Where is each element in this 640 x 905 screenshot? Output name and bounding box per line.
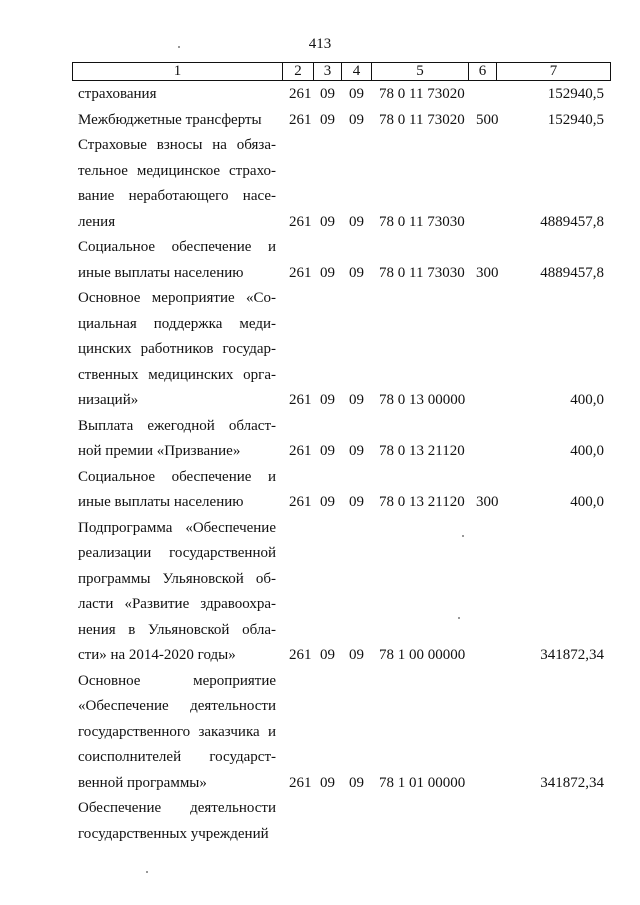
column-header-row — [73, 63, 611, 81]
description-line: цинских работников государ- — [78, 341, 276, 357]
amount: 152940,5 — [547, 111, 604, 128]
admin-code: 261 — [289, 264, 312, 281]
row-values — [0, 643, 640, 669]
row-values — [0, 261, 640, 287]
section-code: 09 — [320, 443, 335, 459]
amount: 4889457,8 — [540, 213, 604, 230]
description-line: Социальное обеспечение и — [78, 239, 276, 255]
expense-type: 500 — [476, 111, 499, 128]
target-article: 78 0 11 73030 — [379, 264, 465, 281]
admin-code: 261 — [289, 86, 312, 102]
subsection-code: 09 — [349, 494, 364, 510]
target-article: 78 1 01 00000 — [379, 774, 466, 791]
row-values — [0, 822, 640, 848]
description-line: ственных медицинских орга- — [78, 366, 276, 383]
description-line: Обеспечение деятельности — [78, 800, 276, 816]
column-header-7: 7 — [497, 63, 611, 81]
table-row — [0, 465, 640, 516]
description-line: Социальное обеспечение и — [78, 468, 276, 485]
description-line: Основное мероприятие — [78, 672, 276, 689]
description-line: Межбюджетные трансферты — [78, 111, 262, 128]
target-article: 78 0 13 00000 — [379, 392, 466, 408]
description-line: государственных учреждений — [78, 825, 269, 842]
target-article: 78 0 11 73030 — [379, 213, 465, 230]
target-article: 78 0 11 73020 — [379, 111, 465, 128]
subsection-code: 09 — [349, 774, 364, 791]
subsection-code: 09 — [349, 264, 364, 281]
table-row — [0, 286, 640, 414]
table-row — [0, 796, 640, 847]
table-row — [0, 414, 640, 465]
target-article: 78 0 13 21120 — [379, 443, 465, 459]
description-line: страхования — [78, 86, 157, 102]
amount: 400,0 — [570, 392, 604, 408]
column-header-3: 3 — [314, 63, 342, 81]
column-header-1: 1 — [73, 63, 283, 81]
amount: 4889457,8 — [540, 264, 604, 281]
admin-code: 261 — [289, 774, 312, 791]
target-article: 78 0 11 73020 — [379, 86, 465, 102]
description-line: циальная поддержка меди- — [78, 315, 276, 332]
description-line: ласти «Развитие здравоохра- — [78, 596, 276, 612]
table-row — [0, 82, 640, 108]
description-line: сти» на 2014-2020 годы» — [78, 647, 236, 663]
scan-speck — [462, 535, 464, 537]
expense-type: 300 — [476, 264, 499, 281]
table-row — [0, 235, 640, 286]
column-header-5: 5 — [372, 63, 469, 81]
amount: 400,0 — [570, 443, 604, 459]
description-line: иные выплаты населению — [78, 264, 244, 281]
table-row — [0, 669, 640, 797]
target-article: 78 0 13 21120 — [379, 494, 465, 510]
column-header-6: 6 — [469, 63, 497, 81]
description-line: «Обеспечение деятельности — [78, 698, 276, 714]
description-line: Страховые взносы на обяза- — [78, 137, 276, 153]
amount: 341872,34 — [540, 774, 604, 791]
description-line: соисполнителей государст- — [78, 749, 276, 765]
description-line: вание неработающего насе- — [78, 188, 276, 204]
description-line: низаций» — [78, 392, 139, 408]
description-line: программы Ульяновской об- — [78, 570, 276, 587]
column-header-4: 4 — [342, 63, 372, 81]
section-code: 09 — [320, 392, 335, 408]
admin-code: 261 — [289, 443, 312, 459]
description-line: иные выплаты населению — [78, 494, 244, 510]
row-values — [0, 82, 640, 108]
description-line: Выплата ежегодной област- — [78, 417, 276, 434]
row-values — [0, 210, 640, 236]
description-line: Основное мероприятие «Со- — [78, 290, 276, 306]
section-code: 09 — [320, 213, 335, 230]
expense-type: 300 — [476, 494, 499, 510]
admin-code: 261 — [289, 392, 312, 408]
row-values — [0, 388, 640, 414]
scan-speck — [146, 871, 148, 873]
table-row — [0, 108, 640, 134]
description-line: ления — [78, 213, 116, 230]
column-header-2: 2 — [283, 63, 314, 81]
subsection-code: 09 — [349, 392, 364, 408]
row-values — [0, 490, 640, 516]
description-line: ной премии «Призвание» — [78, 443, 241, 459]
subsection-code: 09 — [349, 647, 364, 663]
row-values — [0, 439, 640, 465]
subsection-code: 09 — [349, 86, 364, 102]
amount: 341872,34 — [540, 647, 604, 663]
section-code: 09 — [320, 111, 335, 128]
subsection-code: 09 — [349, 213, 364, 230]
row-values — [0, 771, 640, 797]
section-code: 09 — [320, 494, 335, 510]
subsection-code: 09 — [349, 443, 364, 459]
description-line: Подпрограмма «Обеспечение — [78, 519, 276, 536]
scan-speck — [458, 617, 460, 619]
description-line: нения в Ульяновской обла- — [78, 621, 276, 638]
admin-code: 261 — [289, 213, 312, 230]
section-code: 09 — [320, 647, 335, 663]
section-code: 09 — [320, 774, 335, 791]
section-code: 09 — [320, 86, 335, 102]
description-line: тельное медицинское страхо- — [78, 162, 276, 179]
table-row — [0, 133, 640, 235]
amount: 152940,5 — [547, 86, 604, 102]
table-row — [0, 516, 640, 669]
column-header-table — [72, 62, 611, 81]
description-line: венной программы» — [78, 774, 207, 791]
section-code: 09 — [320, 264, 335, 281]
admin-code: 261 — [289, 494, 312, 510]
description-line: реализации государственной — [78, 545, 276, 561]
scan-speck — [178, 46, 180, 48]
row-values — [0, 108, 640, 134]
target-article: 78 1 00 00000 — [379, 647, 466, 663]
admin-code: 261 — [289, 647, 312, 663]
admin-code: 261 — [289, 111, 312, 128]
amount: 400,0 — [570, 494, 604, 510]
description-line: государственного заказчика и — [78, 723, 276, 740]
page-number: 413 — [308, 36, 332, 52]
subsection-code: 09 — [349, 111, 364, 128]
